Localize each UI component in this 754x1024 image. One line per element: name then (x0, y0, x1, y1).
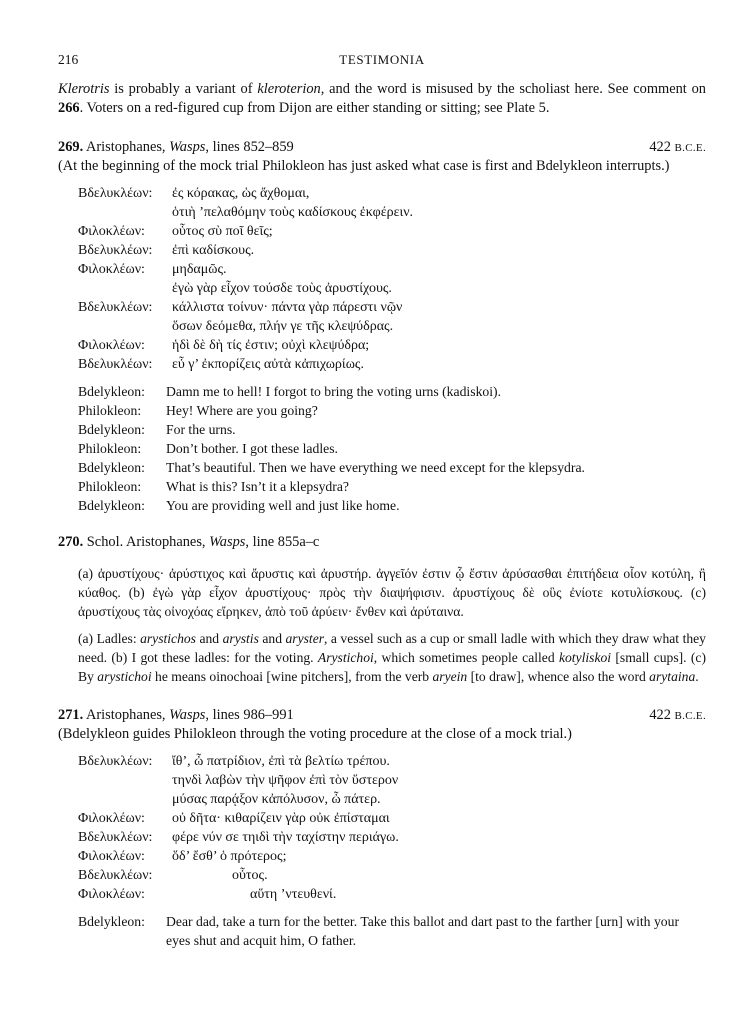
dialogue-line (78, 260, 706, 279)
line-text: αὕτη ’ντευθενί. (250, 887, 337, 902)
dialogue-line (78, 279, 706, 298)
speaker: Bdelykleon: (78, 460, 145, 475)
line-text: For the urns. (166, 422, 236, 437)
line-text: That’s beautiful. Then we have everything we need except for the klepsydra. (166, 460, 585, 475)
running-title: TESTIMONIA (339, 52, 425, 67)
entry-date: 422 B.C.E. (649, 139, 706, 155)
entry-heading-269: 269. Aristophanes, Wasps, lines 852–859 422 B.C.E. (58, 138, 706, 157)
line-text: οὗτος. (232, 868, 268, 883)
speaker: Philokleon: (78, 441, 142, 456)
line-text: τηνδὶ λαβὼν τὴν ψῆφον ἐπὶ τὸν ὕστερον (172, 773, 399, 788)
speaker: Βδελυκλέων: (78, 830, 153, 845)
english-dialogue (58, 912, 706, 950)
speaker: Φιλοκλέων: (78, 338, 145, 353)
line-text: ἐπὶ καδίσκους. (172, 243, 255, 258)
line-text: οὐ δῆτα· κιθαρίζειν γὰρ οὐκ ἐπίσταμαι (172, 811, 390, 826)
page-number: 216 (58, 52, 79, 67)
dialogue-line (78, 401, 706, 420)
entry-date: 422 B.C.E. (649, 707, 706, 723)
line-text: μύσας παρᾴξον κἀπόλυσον, ὦ πάτερ. (172, 792, 381, 807)
greek-dialogue (58, 752, 706, 904)
line-text: οὗτος σὺ ποῖ θεῖς; (172, 224, 273, 239)
dialogue-line (78, 420, 706, 439)
speaker: Φιλοκλέων: (78, 224, 145, 239)
dialogue-line (78, 809, 706, 828)
speaker (78, 771, 172, 790)
dialogue-line (78, 828, 706, 847)
speaker: Philokleon: (78, 403, 142, 418)
work-title: Wasps (169, 139, 206, 155)
dialogue-line (78, 317, 706, 336)
line-text: Damn me to hell! I forgot to bring the voting urns (kadiskoi). (166, 384, 502, 399)
speaker: Bdelykleon: (78, 384, 145, 399)
speaker: Βδελυκλέων: (78, 300, 153, 315)
dialogue-line (78, 771, 706, 790)
speaker: Bdelykleon: (78, 498, 145, 513)
scholion-greek: (a) ἀρυστίχους· ἀρύστιχος καὶ ἄρυστις καὶ ἀρυστήρ. ἀγγεῖόν ἐστιν ᾧ ἔστιν ἀρύσασθαι ἐπιτήδεια οἷον κοτύλη, ἢ κύαθος. (b) ἐγὼ γὰρ εἶχον ἀρυστίχους· πρὸς τὴν διαψήφισιν. ἀρυστίχους δὲ οὓς ἐνίοτε κοτυλίσκους. (c) ἀρυστίχους τὰς οἰνοχόας εἴρηκεν, ἀπὸ τοῦ ἀρύειν· ἔνθεν καὶ ἀρύταινα. (78, 566, 706, 619)
line-text: Don’t bother. I got these ladles. (166, 441, 338, 456)
line-text: ὅσων δεόμεθα, πλήν γε τῆς κλεψύδρας. (172, 319, 394, 334)
entry-intro: (At the beginning of the mock trial Philokleon has just asked what case is first and Bdelykleon interrupts.) (58, 158, 670, 174)
term-kleroterion: kleroterion (257, 81, 321, 97)
dialogue-line (78, 298, 706, 317)
line-text: ὁτιὴ ’πελαθόμην τοὺς καδίσκους ἐκφέρειν. (172, 205, 414, 220)
line-text: ἡδὶ δὲ δὴ τίς ἐστιν; οὐχὶ κλεψύδρα; (172, 338, 370, 353)
speaker: Βδελυκλέων: (78, 186, 153, 201)
line-text: You are providing well and just like home. (166, 498, 400, 513)
english-dialogue (58, 382, 706, 515)
dialogue-line (78, 336, 706, 355)
speaker: Φιλοκλέων: (78, 887, 145, 902)
entry-intro: (Bdelykleon guides Philokleon through the voting procedure at the close of a mock trial.) (58, 726, 572, 742)
line-text: ἐγὼ γὰρ εἶχον τούσδε τοὺς ἀρυστίχους. (172, 281, 392, 296)
speaker: Βδελυκλέων: (78, 754, 153, 769)
cross-reference: 266 (58, 100, 80, 116)
line-text: ὅδ’ ἔσθ’ ὁ πρότερος; (172, 849, 287, 864)
dialogue-line (78, 439, 706, 458)
greek-dialogue (58, 184, 706, 374)
dialogue-line (78, 458, 706, 477)
line-text: Dear dad, take a turn for the better. Take this ballot and dart past to the farther [urn] with your eyes shut and acquit him, O father. (166, 914, 680, 948)
speaker: Βδελυκλέων: (78, 243, 153, 258)
line-text: ἴθ’, ὦ πατρίδιον, ἐπὶ τὰ βελτίω τρέπου. (172, 754, 390, 769)
speaker: Bdelykleon: (78, 422, 145, 437)
entry-number: 271. (58, 707, 84, 723)
dialogue-line (78, 382, 706, 401)
dialogue-line (78, 477, 706, 496)
dialogue-line (78, 184, 706, 203)
dialogue-line (78, 496, 706, 515)
commentary-note: Klerotris is probably a variant of kleroterion, and the word is misused by the scholiast here. See comment on 266. Voters on a red-figured cup from Dijon are either standing or sitting; see Plate 5. (58, 81, 706, 116)
entry-number: 270. (58, 534, 84, 550)
work-title: Wasps (169, 707, 206, 723)
speaker (78, 279, 172, 298)
speaker: Philokleon: (78, 479, 142, 494)
dialogue-line (78, 790, 706, 809)
speaker: Βδελυκλέων: (78, 868, 153, 883)
line-text: μηδαμῶς. (172, 262, 227, 277)
speaker (78, 317, 172, 336)
dialogue-line (78, 355, 706, 374)
speaker: Bdelykleon: (78, 914, 145, 929)
scholion-translation: (a) Ladles: arystichos and arystis and aryster, a vessel such as a cup or small ladle with which they draw what they need. (b) I got these ladles: for the voting. Arystichoi, which sometimes people called kotyliskoi [small cups]. (c) By arystichoi he means oinochoai [wine pitchers], from the verb aryein [to draw], whence also the word arytaina. (78, 631, 706, 684)
line-text: εὖ γ’ ἐκπορίζεις αὐτὰ κἀπιχωρίως. (172, 357, 364, 372)
line-text: What is this? Isn’t it a klepsydra? (166, 479, 349, 494)
speaker: Φιλοκλέων: (78, 262, 145, 277)
speaker: Φιλοκλέων: (78, 811, 145, 826)
work-title: Wasps (209, 534, 246, 550)
speaker: Φιλοκλέων: (78, 849, 145, 864)
dialogue-line (78, 241, 706, 260)
dialogue-line (78, 912, 706, 950)
running-head (58, 52, 706, 72)
dialogue-line (78, 222, 706, 241)
dialogue-line (78, 885, 706, 904)
dialogue-line (78, 203, 706, 222)
line-text: κάλλιστα τοίνυν· πάντα γὰρ πάρεστι νῷν (172, 300, 403, 315)
speaker: Βδελυκλέων: (78, 357, 153, 372)
entry-number: 269. (58, 139, 84, 155)
dialogue-line (78, 866, 706, 885)
dialogue-line (78, 752, 706, 771)
line-text: φέρε νύν σε τηιδὶ τὴν ταχίστην περιάγω. (172, 830, 399, 845)
speaker (78, 790, 172, 809)
entry-heading-271: 271. Aristophanes, Wasps, lines 986–991 422 B.C.E. (58, 706, 706, 725)
dialogue-line (78, 847, 706, 866)
line-text: ἐς κόρακας, ὡς ἄχθομαι, (172, 186, 310, 201)
term-klerotris: Klerotris (58, 81, 110, 97)
line-text: Hey! Where are you going? (166, 403, 318, 418)
entry-heading-270: 270. Schol. Aristophanes, Wasps, line 855a–c (58, 534, 320, 550)
speaker (78, 203, 172, 222)
